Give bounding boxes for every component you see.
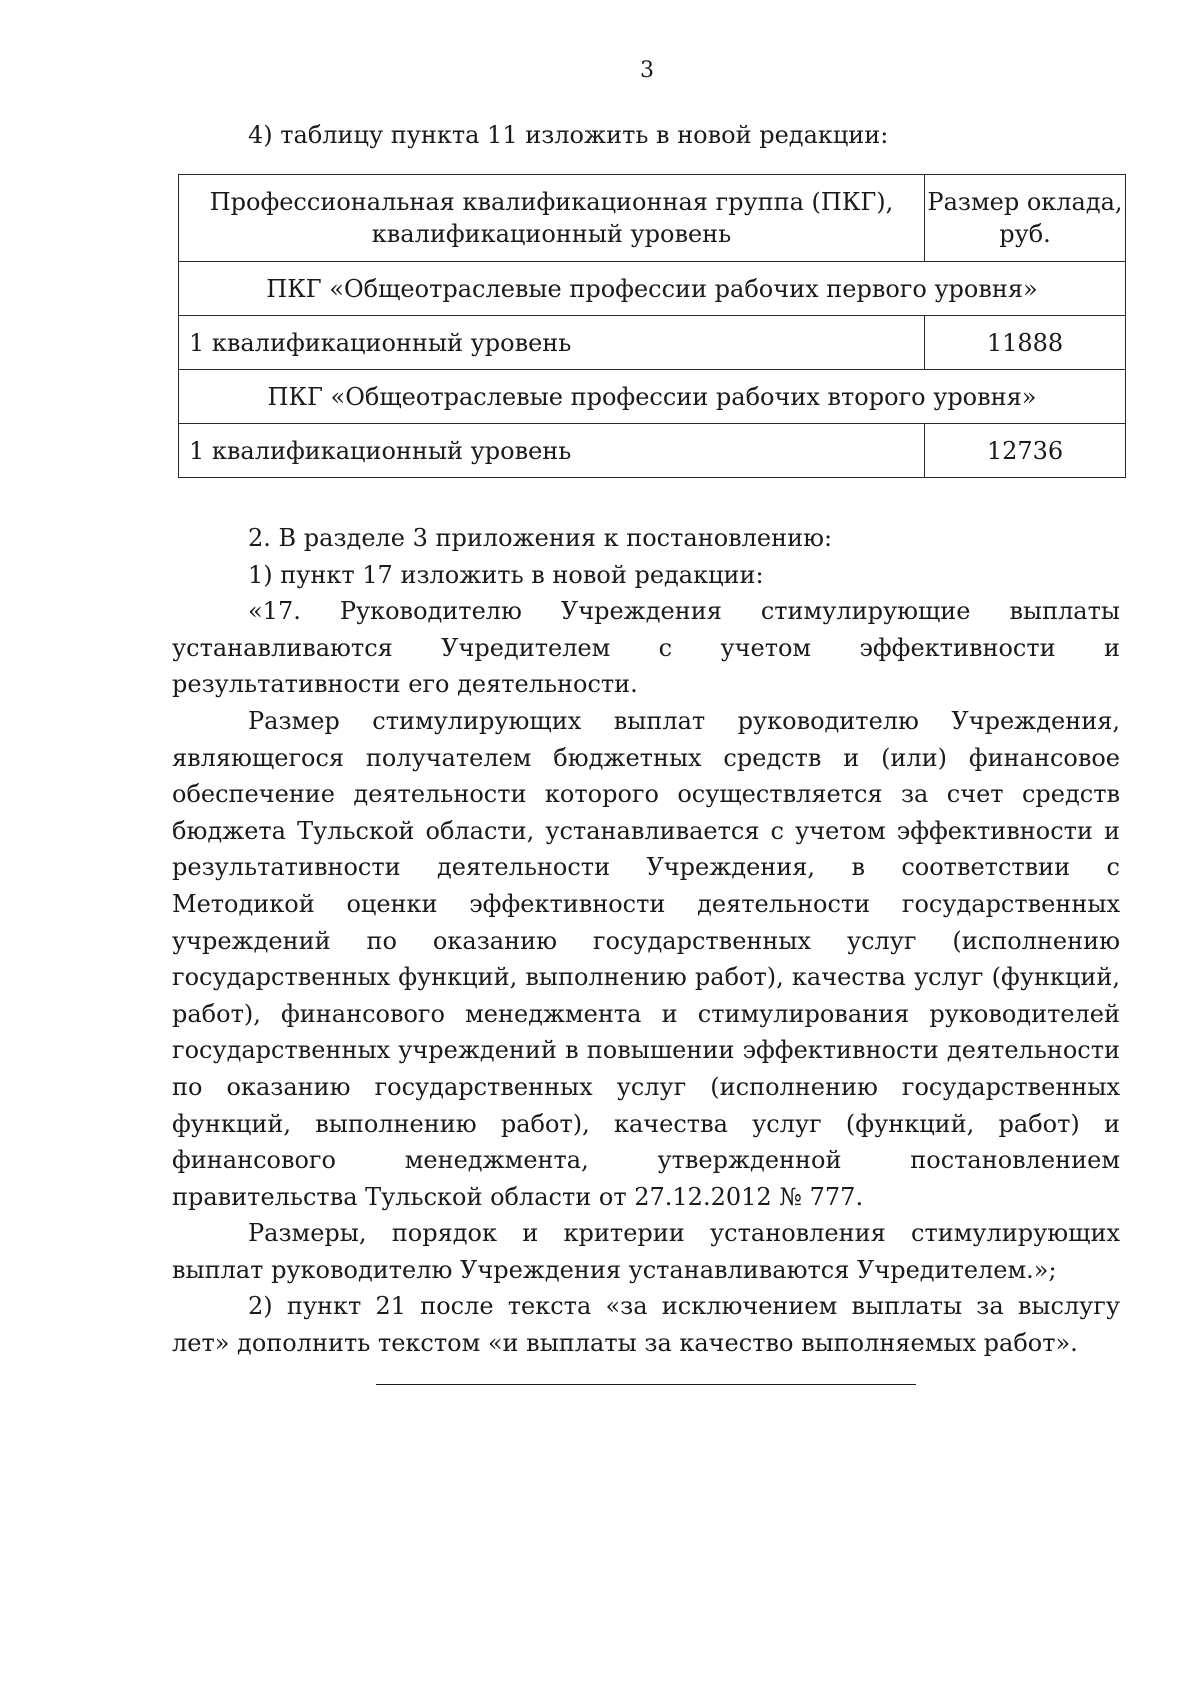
group-title-first-level: ПКГ «Общеотраслевые профессии рабочих первого уровня» bbox=[179, 262, 1126, 316]
salary-value: 11888 bbox=[925, 316, 1126, 370]
table-header-row bbox=[179, 175, 1126, 262]
table-group-row bbox=[179, 262, 1126, 316]
paragraph-item-17-text: «17. Руководителю Учреждения стимулирующие выплаты устанавливаются Учредителем с учетом эффективности и результативности его деятельности. bbox=[172, 597, 1120, 699]
salary-table bbox=[178, 174, 1126, 478]
header-group-line1: Профессиональная квалификационная группа (ПКГ), bbox=[209, 188, 894, 216]
header-salary-line2: руб. bbox=[999, 220, 1051, 248]
paragraph-section-3: 2. В разделе 3 приложения к постановлению: bbox=[248, 524, 833, 552]
salary-value: 12736 bbox=[925, 424, 1126, 478]
header-group-column bbox=[179, 175, 925, 262]
document-body bbox=[172, 520, 1120, 1362]
page-number: 3 bbox=[640, 58, 654, 83]
header-salary-column bbox=[925, 175, 1126, 262]
level-name: 1 квалификационный уровень bbox=[179, 316, 925, 370]
header-salary-line1: Размер оклада, bbox=[927, 188, 1123, 216]
header-group-line2: квалификационный уровень bbox=[371, 220, 732, 248]
paragraph-item-21: 2) пункт 21 после текста «за исключением выплаты за выслугу лет» дополнить текстом «и выплаты за качество выполняемых работ». bbox=[172, 1292, 1120, 1358]
table-group-row bbox=[179, 370, 1126, 424]
document-end-divider bbox=[376, 1384, 916, 1385]
table-row bbox=[179, 316, 1126, 370]
paragraph-stimulating-payments-size: Размер стимулирующих выплат руководителю Учреждения, являющегося получателем бюджетных средств и (или) финансовое обеспечение деятельности которого осуществляется за счет средств бюджета Тульской области, устанавливается с учетом эффективности и результативности деятельности Учреждения, в соответствии с Методикой оценки эффективности деятельности государственных учреждений по оказанию государственных услуг (исполнению государственных функций, выполнению работ), качества услуг (функций, работ), финансового менеджмента и стимулирования руководителей государственных учреждений в повышении эффективности деятельности по оказанию государственных услуг (исполнению государственных функций, выполнению работ), качества услуг (функций, работ) и финансового менеджмента, утвержденной постановлением правительства Тульской области от 27.12.2012 № 777. bbox=[172, 706, 1120, 1211]
paragraph-item-17-intro: 1) пункт 17 изложить в новой редакции: bbox=[248, 560, 764, 589]
group-title-second-level: ПКГ «Общеотраслевые профессии рабочих второго уровня» bbox=[179, 370, 1126, 424]
table-intro-line: 4) таблицу пункта 11 изложить в новой редакции: bbox=[248, 121, 889, 149]
level-name: 1 квалификационный уровень bbox=[179, 424, 925, 478]
table-row bbox=[179, 424, 1126, 478]
paragraph-payment-criteria: Размеры, порядок и критерии установления стимулирующих выплат руководителю Учреждения устанавливаются Учредителем.»; bbox=[172, 1219, 1120, 1284]
